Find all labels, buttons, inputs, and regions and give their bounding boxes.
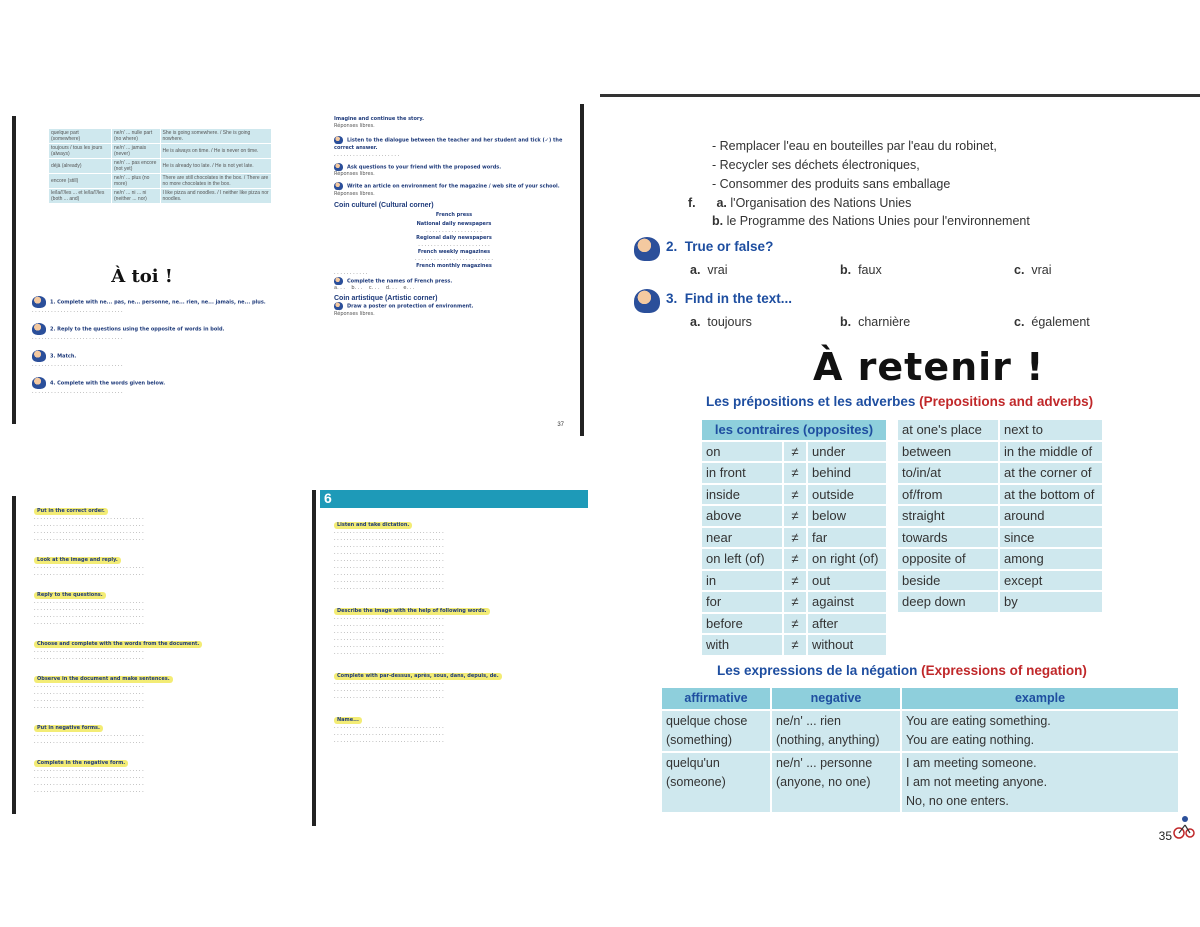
- exercise-answer-line: . . . . . . . . . . . . . . . . . . . . . . . . . . . . . . . . . . .: [34, 536, 144, 542]
- opposite-word: outside: [808, 485, 886, 505]
- top-item-3: - Consommer des produits sans emballage: [712, 177, 951, 191]
- thumb2-line-2: Listen to the dialogue between the teacher and her student and tick (✓) the correct answer.: [334, 137, 563, 151]
- thumb2-line-1: Imagine and continue the story.: [334, 116, 425, 122]
- q3-answer-b: b. charnière: [840, 315, 911, 329]
- q2-answer-a: a. vrai: [690, 263, 728, 277]
- table-row: [49, 189, 272, 204]
- exercise-answer-line: . . . . . . . . . . . . . . . . . . . . . . . . . . . . . . . . . . .: [34, 522, 144, 528]
- preposition: between: [898, 442, 998, 462]
- exercise-answer-line: . . . . . . . . . . . . . . . . . . . . . . . . . . . . . . . . . . .: [34, 599, 144, 605]
- preposition-row: [898, 528, 1102, 548]
- preposition: since: [1000, 528, 1102, 548]
- exercise-answer-line: . . . . . . . . . . . . . . . . . . . . . . . . . . . . . . . . . . .: [34, 690, 144, 696]
- weekly-magazines: French weekly magazines: [417, 248, 491, 255]
- preposition-row: [898, 592, 1102, 612]
- question-3-title: 3. Find in the text...: [666, 291, 793, 306]
- exercise-item: Complete with par-dessus, après, sous, dans, depuis, de.: [334, 673, 582, 680]
- regional-papers: Regional daily newspapers: [416, 234, 492, 241]
- negation-row: [662, 711, 1178, 751]
- exercise-item: Put in negative forms.: [34, 725, 282, 732]
- preposition: at the corner of: [1000, 463, 1102, 483]
- preposition: opposite of: [898, 549, 998, 569]
- student-icon: [32, 377, 46, 389]
- exercise-answer-line: . . . . . . . . . . . . . . . . . . . . . . . . . . . . . . . . . . .: [34, 781, 144, 787]
- table-row: [49, 129, 272, 144]
- opposite-word: without: [808, 635, 886, 655]
- exercise-answer-line: . . . . . . . . . . . . . . . . . . . . . . . . . . . . . . . . . . .: [334, 564, 444, 570]
- table-row: [49, 144, 272, 159]
- exercise-answer-line: . . . . . . . . . . . . . . . . . . . . . . . . . . . . . . . . . . .: [34, 774, 144, 780]
- question-2-title: 2. True or false?: [666, 239, 774, 254]
- table-cell: ne/n' ... plus (no more): [112, 174, 160, 189]
- exercise-answer-line: . . . . . . . . . . . . . . . . . . . . . . . . . . . . . . . . . . .: [334, 622, 444, 628]
- top-item-1: - Remplacer l'eau en bouteilles par l'eau du robinet,: [712, 139, 997, 153]
- coin-culturel-title: Coin culturel (Cultural corner): [334, 201, 434, 209]
- exercise-answer-lines: . . . . . . . . . . . . . . . . . . . . . . . . . . . . .: [32, 362, 123, 368]
- exercise-item: Look at the image and reply.: [34, 557, 282, 564]
- example-cell: You are eating something. You are eating nothing.: [902, 711, 1178, 751]
- table-row: [49, 174, 272, 189]
- opposite-row: [702, 463, 886, 483]
- negation-section-title: Les expressions de la négation (Expressions of negation): [717, 663, 1087, 678]
- not-equal-sign: ≠: [784, 571, 806, 591]
- preposition: towards: [898, 528, 998, 548]
- opposite-row: [702, 549, 886, 569]
- opposite-row: [702, 635, 886, 655]
- chapter-number: 6: [324, 490, 332, 506]
- exercise-answer-line: . . . . . . . . . . . . . . . . . . . . . . . . . . . . . . . . . . .: [34, 767, 144, 773]
- exercise-answer-line: . . . . . . . . . . . . . . . . . . . . . . . . . . . . . . . . . . .: [334, 738, 444, 744]
- top-item-2: - Recycler ses déchets électroniques,: [712, 158, 920, 172]
- table-cell: There are still chocolates in the box. / There are no more chocolates in the box.: [160, 174, 272, 189]
- preposition: by: [1000, 592, 1102, 612]
- thumbnail-page-3: [12, 496, 288, 814]
- preposition-row: [898, 442, 1102, 462]
- exercise-answer-line: . . . . . . . . . . . . . . . . . . . . . . . . . . . . . . . . . . .: [334, 571, 444, 577]
- exercise-answer-line: . . . . . . . . . . . . . . . . . . . . . . . . . . . . . . . . . . .: [334, 680, 444, 686]
- prepositions-section-title: Les prépositions et les adverbes (Prepositions and adverbs): [706, 394, 1094, 409]
- exercise-answer-line: . . . . . . . . . . . . . . . . . . . . . . . . . . . . . . . . . . .: [334, 550, 444, 556]
- thumb2-line-3: Ask questions to your friend with the proposed words.: [334, 163, 574, 172]
- exercise-answer-line: . . . . . . . . . . . . . . . . . . . . . . . . . . . . . . . . . . .: [334, 536, 444, 542]
- opposite-word: behind: [808, 463, 886, 483]
- exercise-answer-line: . . . . . . . . . . . . . . . . . . . . . . . . . . . . . . . . . . .: [334, 643, 444, 649]
- exercise-item: Observe in the document and make sentences.: [34, 676, 282, 683]
- exercise-answer-line: . . . . . . . . . . . . . . . . . . . . . . . . . . . . . . . . . . .: [34, 683, 144, 689]
- exercise-item: Describe the image with the help of following words.: [334, 608, 582, 615]
- opposite-word: for: [702, 592, 782, 612]
- opposite-row: [702, 442, 886, 462]
- table-cell: She is going somewhere. / She is going nowhere.: [160, 129, 272, 144]
- exercise-answer-line: . . . . . . . . . . . . . . . . . . . . . . . . . . . . . . . . . . .: [34, 704, 144, 710]
- french-press: French press: [435, 211, 473, 218]
- preposition: at the bottom of: [1000, 485, 1102, 505]
- exercise-answer-line: . . . . . . . . . . . . . . . . . . . . . . . . . . . . . . . . . . .: [334, 724, 444, 730]
- affirmative-cell: quelqu'un (someone): [662, 753, 770, 812]
- exercise-answer-line: . . . . . . . . . . . . . . . . . . . . . . . . . . . . . . . . . . .: [34, 613, 144, 619]
- opposite-row: [702, 485, 886, 505]
- exercise-answer-line: . . . . . . . . . . . . . . . . . . . . . . . . . . . . . . . . . . .: [334, 585, 444, 591]
- table-cell: I like pizza and noodles. / I neither like pizza nor noodles.: [160, 189, 272, 204]
- main-page: [600, 94, 1200, 847]
- not-equal-sign: ≠: [784, 485, 806, 505]
- opposite-word: below: [808, 506, 886, 526]
- table-cell: déjà (already): [49, 159, 112, 174]
- exercise-answer-line: . . . . . . . . . . . . . . . . . . . . . . . . . . . . . . . . . . .: [334, 615, 444, 621]
- opposite-word: after: [808, 614, 886, 634]
- exercise-answer-line: . . . . . . . . . . . . . . . . . . . . . . . . . . . . . . . . . . .: [334, 636, 444, 642]
- complete-press: Complete the names of French press.: [334, 277, 574, 286]
- thumbnail-page-2: Imagine and continue the story. Réponses libres. Listen to the dialogue between the teacher and her student and tick (✓) the correct answer. . . . . . . . . . . . . . . . . . . . . . Ask questions to your friend with the proposed words. Réponses libres. Write an article on environment for the magazine / web site of your school. Réponses libres. Coin culturel (Cultural corner) French press National daily newspapers . . . . . . . . . . . . . . . . . . Regional daily newspapers . . . . . . . . . . . . . . . . . . . . . . . French weekly magazines . . . . . . . . . . . . . . . . . . . . . . . . . French monthly magazines . . . . . . . . . . . Complete the names of French press. a. . . b. . . c. . . d. . . e. . . Coin artistique (Artistic corner) Draw a poster on protection of environment. Réponses libres. 37: [312, 104, 584, 436]
- q3-answer-a: a. toujours: [690, 315, 752, 329]
- thumb2-line-4: Write an article on environment for the magazine / web site of your school.: [334, 182, 574, 191]
- exercise-item: Reply to the questions.: [34, 592, 282, 599]
- exercise-item: 3. Match.: [32, 350, 268, 362]
- exercise-answer-line: . . . . . . . . . . . . . . . . . . . . . . . . . . . . . . . . . . .: [334, 687, 444, 693]
- table-cell: ne/n' ... jamais (never): [112, 144, 160, 159]
- preposition: beside: [898, 571, 998, 591]
- opposite-row: [702, 506, 886, 526]
- negative-cell: ne/n' ... personne (anyone, no one): [772, 753, 900, 812]
- answer-f-b: b. le Programme des Nations Unies pour l'environnement: [712, 214, 1030, 228]
- opposite-word: out: [808, 571, 886, 591]
- table-cell: He is always on time. / He is never on time.: [160, 144, 272, 159]
- preposition: around: [1000, 506, 1102, 526]
- opposite-word: on: [702, 442, 782, 462]
- exercise-item: Name...: [334, 717, 582, 724]
- opposite-word: far: [808, 528, 886, 548]
- preposition-row: [898, 549, 1102, 569]
- exercise-answer-line: . . . . . . . . . . . . . . . . . . . . . . . . . . . . . . . . . . .: [34, 655, 144, 661]
- preposition-row: [898, 463, 1102, 483]
- monthly-magazines: French monthly magazines: [416, 262, 492, 269]
- draw-poster: Draw a poster on protection of environment.: [334, 302, 574, 311]
- preposition: straight: [898, 506, 998, 526]
- exercise-item: Put in the correct order.: [34, 508, 282, 515]
- national-papers: National daily newspapers: [416, 220, 492, 227]
- negative-cell: ne/n' ... rien (nothing, anything): [772, 711, 900, 751]
- opposite-word: before: [702, 614, 782, 634]
- exercise-answer-line: . . . . . . . . . . . . . . . . . . . . . . . . . . . . . . . . . . .: [34, 564, 144, 570]
- preposition-row: [898, 506, 1102, 526]
- exercise-answer-line: . . . . . . . . . . . . . . . . . . . . . . . . . . . . . . . . . . .: [334, 529, 444, 535]
- a-retenir-heading: À retenir !: [813, 345, 1045, 389]
- preposition-row: [898, 420, 1102, 440]
- exercise-item: 2. Reply to the questions using the opposite of words in bold.: [32, 323, 268, 335]
- exercise-answer-line: . . . . . . . . . . . . . . . . . . . . . . . . . . . . . . . . . . .: [34, 515, 144, 521]
- neg-header-example: example: [902, 688, 1178, 709]
- exercise-answer-line: . . . . . . . . . . . . . . . . . . . . . . . . . . . . . . . . . . .: [34, 697, 144, 703]
- table-cell: quelque part (somewhere): [49, 129, 112, 144]
- not-equal-sign: ≠: [784, 463, 806, 483]
- example-cell: I am meeting someone. I am not meeting anyone. No, no one enters.: [902, 753, 1178, 812]
- opposite-word: under: [808, 442, 886, 462]
- exercise-answer-line: . . . . . . . . . . . . . . . . . . . . . . . . . . . . . . . . . . .: [34, 529, 144, 535]
- exercise-answer-line: . . . . . . . . . . . . . . . . . . . . . . . . . . . . . . . . . . .: [334, 731, 444, 737]
- opposite-row: [702, 571, 886, 591]
- exercise-answer-line: . . . . . . . . . . . . . . . . . . . . . . . . . . . . . . . . . . .: [34, 571, 144, 577]
- preposition: next to: [1000, 420, 1102, 440]
- table-cell: encore (still): [49, 174, 112, 189]
- exercise-answer-line: . . . . . . . . . . . . . . . . . . . . . . . . . . . . . . . . . . .: [334, 629, 444, 635]
- chapter-banner: [320, 490, 588, 508]
- opposite-word: against: [808, 592, 886, 612]
- exercise-answer-lines: . . . . . . . . . . . . . . . . . . . . . . . . . . . . .: [32, 335, 123, 341]
- student-icon: [634, 237, 664, 261]
- page-number: 37: [557, 422, 564, 428]
- preposition: among: [1000, 549, 1102, 569]
- student-icon: [32, 323, 46, 335]
- opposite-word: near: [702, 528, 782, 548]
- opposite-word: with: [702, 635, 782, 655]
- exercise-answer-line: . . . . . . . . . . . . . . . . . . . . . . . . . . . . . . . . . . .: [334, 650, 444, 656]
- coin-artistique-title: Coin artistique (Artistic corner): [334, 295, 438, 302]
- page-edge: [580, 104, 584, 436]
- exercise-list: [32, 288, 268, 396]
- negation-table: [660, 686, 1180, 814]
- negation-row: [662, 753, 1178, 812]
- exercise-item: 1. Complete with ne... pas, ne... personne, ne... rien, ne... jamais, ne... plus.: [32, 296, 268, 308]
- opposite-row: [702, 592, 886, 612]
- exercise-answer-line: . . . . . . . . . . . . . . . . . . . . . . . . . . . . . . . . . . .: [334, 578, 444, 584]
- thumbnail-page-1: [12, 116, 272, 424]
- exercise-answer-line: . . . . . . . . . . . . . . . . . . . . . . . . . . . . . . . . . . .: [34, 788, 144, 794]
- not-equal-sign: ≠: [784, 592, 806, 612]
- exercise-answer-line: . . . . . . . . . . . . . . . . . . . . . . . . . . . . . . . . . . .: [34, 606, 144, 612]
- preposition: to/in/at: [898, 463, 998, 483]
- q2-answer-b: b. faux: [840, 263, 882, 277]
- a-toi-title: À toi !: [111, 266, 173, 287]
- exercise-answer-line: . . . . . . . . . . . . . . . . . . . . . . . . . . . . . . . . . . .: [34, 648, 144, 654]
- not-equal-sign: ≠: [784, 442, 806, 462]
- preposition: at one's place: [898, 420, 998, 440]
- exercise-item: Choose and complete with the words from the document.: [34, 641, 282, 648]
- thumbnail-page-4: [312, 490, 588, 826]
- neg-header-negative: negative: [772, 688, 900, 709]
- exercise-answer-line: . . . . . . . . . . . . . . . . . . . . . . . . . . . . . . . . . . .: [334, 543, 444, 549]
- student-icon: [32, 350, 46, 362]
- opposite-word: on right (of): [808, 549, 886, 569]
- table-cell: ne/n' ... pas encore (not yet): [112, 159, 160, 174]
- preposition-row: [898, 485, 1102, 505]
- exercise-item: Complete in the negative form.: [34, 760, 282, 767]
- exercise-item: Listen and take dictation.: [334, 522, 582, 529]
- not-equal-sign: ≠: [784, 614, 806, 634]
- exercise-answer-line: . . . . . . . . . . . . . . . . . . . . . . . . . . . . . . . . . . .: [334, 694, 444, 700]
- table-cell: ne/n' ... nulle part (no where): [112, 129, 160, 144]
- not-equal-sign: ≠: [784, 528, 806, 548]
- opposite-word: in front: [702, 463, 782, 483]
- exercise-answer-line: . . . . . . . . . . . . . . . . . . . . . . . . . . . . . . . . . . .: [334, 557, 444, 563]
- exercise-item: 4. Complete with the words given below.: [32, 377, 268, 389]
- exercise-answer-line: . . . . . . . . . . . . . . . . . . . . . . . . . . . . . . . . . . .: [34, 732, 144, 738]
- exercise-answer-lines: . . . . . . . . . . . . . . . . . . . . . . . . . . . . .: [32, 389, 123, 395]
- opposite-word: on left (of): [702, 549, 782, 569]
- opposite-word: inside: [702, 485, 782, 505]
- page-number: 35: [1158, 829, 1172, 843]
- student-icon: [634, 289, 664, 313]
- exercise-answer-lines: . . . . . . . . . . . . . . . . . . . . . . . . . . . . .: [32, 308, 123, 314]
- table-cell: toujours / tous les jours (always): [49, 144, 112, 159]
- preposition: in the middle of: [1000, 442, 1102, 462]
- preposition: of/from: [898, 485, 998, 505]
- negation-table-thumb: [48, 128, 272, 204]
- table-row: [49, 159, 272, 174]
- q3-answer-c: c. également: [1014, 315, 1090, 329]
- student-icon: [32, 296, 46, 308]
- opposite-word: above: [702, 506, 782, 526]
- table-cell: ne/n' ... ni ... ni (neither ... nor): [112, 189, 160, 204]
- exercise-answer-line: . . . . . . . . . . . . . . . . . . . . . . . . . . . . . . . . . . .: [34, 739, 144, 745]
- preposition: deep down: [898, 592, 998, 612]
- page-edge: [12, 496, 16, 814]
- q2-answer-c: c. vrai: [1014, 263, 1052, 277]
- preposition-row: [898, 571, 1102, 591]
- table-cell: He is already too late. / He is not yet late.: [160, 159, 272, 174]
- neg-header-affirmative: affirmative: [662, 688, 770, 709]
- prepositions-table: [896, 418, 1104, 614]
- not-equal-sign: ≠: [784, 549, 806, 569]
- opposite-row: [702, 528, 886, 548]
- opposite-word: in: [702, 571, 782, 591]
- page-edge: [312, 490, 316, 826]
- opposite-row: [702, 614, 886, 634]
- affirmative-cell: quelque chose (something): [662, 711, 770, 751]
- answer-f-a: f. a. l'Organisation des Nations Unies: [688, 196, 912, 210]
- opposites-table: [700, 418, 888, 657]
- cyclist-icon: [1173, 813, 1195, 839]
- not-equal-sign: ≠: [784, 506, 806, 526]
- not-equal-sign: ≠: [784, 635, 806, 655]
- preposition: except: [1000, 571, 1102, 591]
- table-cell: le/la/l'/les ... et le/la/l'/les (both ... and): [49, 189, 112, 204]
- exercise-answer-line: . . . . . . . . . . . . . . . . . . . . . . . . . . . . . . . . . . .: [34, 620, 144, 626]
- opposites-header: les contraires (opposites): [702, 420, 886, 440]
